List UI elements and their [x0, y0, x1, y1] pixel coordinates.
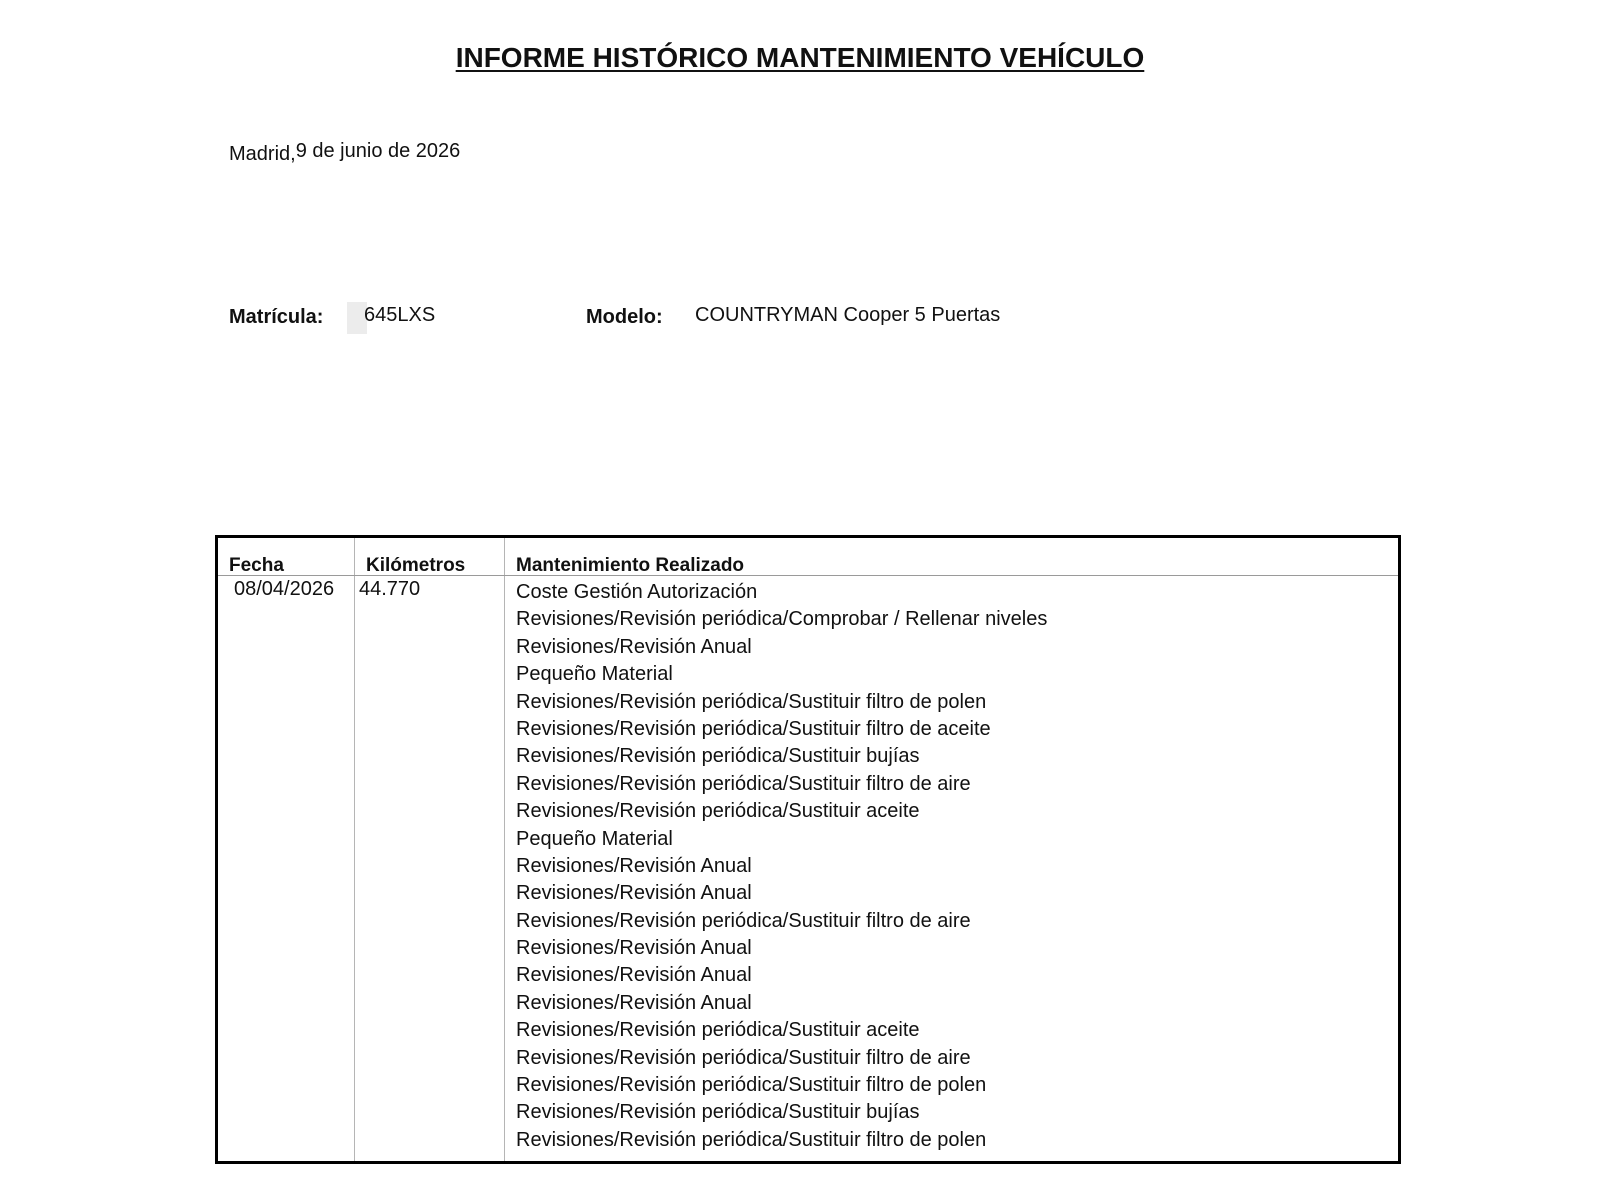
report-title-text: INFORME HISTÓRICO MANTENIMIENTO VEHÍCULO: [455, 42, 1145, 73]
maintenance-item: Revisiones/Revisión Anual: [516, 635, 752, 658]
maintenance-item: Revisiones/Revisión periódica/Sustituir bujías: [516, 1101, 920, 1124]
maintenance-item: Revisiones/Revisión periódica/Sustituir filtro de aire: [516, 1046, 971, 1069]
report-title: [0, 42, 1600, 74]
row-fecha: 08/04/2026: [234, 578, 335, 600]
header-fecha: Fecha: [229, 555, 284, 576]
row-kilometros: 44.770: [359, 578, 421, 600]
maintenance-item: Pequeño Material: [516, 663, 673, 686]
maintenance-item: Coste Gestión Autorización: [516, 581, 758, 603]
header-mantenimiento: Mantenimiento Realizado: [516, 555, 745, 576]
maintenance-item: Revisiones/Revisión periódica/Sustituir aceite: [516, 800, 920, 823]
column-divider-fecha: [354, 538, 355, 1161]
maintenance-item: Revisiones/Revisión Anual: [516, 882, 752, 905]
maintenance-item: Revisiones/Revisión periódica/Sustituir filtro de aceite: [516, 717, 991, 740]
maintenance-list: [516, 579, 1047, 1154]
maintenance-table: [215, 535, 1401, 1164]
maintenance-item: Revisiones/Revisión periódica/Comprobar / Rellenar niveles: [516, 608, 1048, 631]
maintenance-item: Revisiones/Revisión periódica/Sustituir filtro de polen: [516, 690, 987, 713]
maintenance-item: Revisiones/Revisión periódica/Sustituir filtro de polen: [516, 1074, 987, 1097]
model-label: Modelo:: [586, 306, 663, 328]
column-divider-kilometros: [504, 538, 505, 1161]
plate-value: 645LXS: [364, 304, 436, 326]
report-date: 9 de junio de 2026: [295, 140, 461, 162]
report-place: Madrid,: [229, 143, 296, 165]
report-date-line: [229, 140, 460, 163]
maintenance-item: Revisiones/Revisión periódica/Sustituir filtro de aire: [516, 909, 971, 932]
maintenance-item: Revisiones/Revisión periódica/Sustituir aceite: [516, 1019, 920, 1042]
maintenance-item: Revisiones/Revisión Anual: [516, 937, 752, 960]
header-kilometros: Kilómetros: [366, 555, 466, 576]
maintenance-item: Revisiones/Revisión periódica/Sustituir filtro de polen: [516, 1128, 987, 1151]
maintenance-item: Revisiones/Revisión periódica/Sustituir bujías: [516, 745, 920, 768]
maintenance-item: Revisiones/Revisión Anual: [516, 991, 752, 1014]
maintenance-item: Revisiones/Revisión Anual: [516, 964, 752, 987]
maintenance-item: Pequeño Material: [516, 827, 673, 850]
maintenance-item: Revisiones/Revisión Anual: [516, 854, 752, 877]
model-value: COUNTRYMAN Cooper 5 Puertas: [695, 304, 1001, 326]
maintenance-item: Revisiones/Revisión periódica/Sustituir filtro de aire: [516, 772, 971, 795]
plate-label: Matrícula:: [229, 306, 324, 328]
